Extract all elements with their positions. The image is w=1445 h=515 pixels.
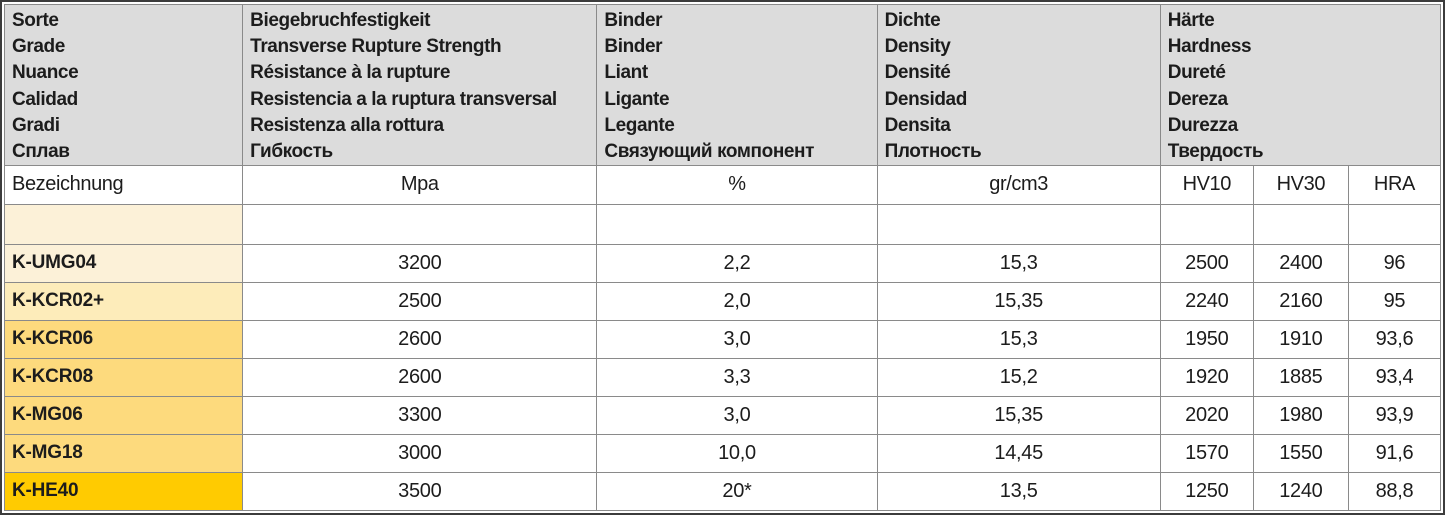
header-density-line: Densita — [884, 114, 951, 136]
grade-name-cell: K-MG06 — [5, 396, 243, 434]
hv30-cell: 1240 — [1253, 472, 1348, 510]
header-trs-line: Résistance à la rupture — [250, 62, 451, 84]
units-trs-mpa: Mpa — [243, 166, 597, 204]
trs-cell: 3300 — [243, 396, 597, 434]
header-trs-line: Biegebruchfestigkeit — [250, 10, 431, 31]
empty-cell — [1348, 204, 1440, 244]
units-density-grcm3: gr/cm3 — [877, 166, 1160, 204]
hra-cell: 93,6 — [1348, 320, 1440, 358]
header-density-line: Densité — [884, 62, 951, 84]
hv30-cell: 1910 — [1253, 320, 1348, 358]
header-hardness-line: Hardness — [1167, 36, 1252, 58]
hra-cell: 96 — [1348, 244, 1440, 282]
hv10-cell: 1570 — [1160, 434, 1253, 472]
header-binder-line: Ligante — [604, 88, 670, 110]
table-row — [5, 434, 1441, 472]
header-grade-line: Sorte — [12, 10, 59, 31]
trs-cell: 3000 — [243, 434, 597, 472]
empty-cell — [877, 204, 1160, 244]
units-designation: Bezeichnung — [5, 166, 243, 204]
trs-cell: 2600 — [243, 320, 597, 358]
hra-cell: 93,9 — [1348, 396, 1440, 434]
binder-cell: 3,3 — [597, 358, 877, 396]
empty-cell — [1160, 204, 1253, 244]
header-transverse-rupture-strength — [243, 5, 597, 166]
binder-cell: 3,0 — [597, 320, 877, 358]
header-trs-line: Resistenza alla rottura — [250, 114, 444, 136]
hra-cell: 91,6 — [1348, 434, 1440, 472]
carbide-grades-table — [4, 4, 1441, 511]
header-grade-line: Calidad — [12, 88, 78, 110]
density-cell: 15,35 — [877, 282, 1160, 320]
empty-cell — [1253, 204, 1348, 244]
density-cell: 15,35 — [877, 396, 1160, 434]
header-density-line: Плотность — [884, 141, 982, 163]
header-grade-line: Gradi — [12, 114, 60, 136]
hv10-cell: 1920 — [1160, 358, 1253, 396]
units-row — [5, 166, 1441, 204]
hv10-cell: 2020 — [1160, 396, 1253, 434]
grade-name-cell: K-UMG04 — [5, 244, 243, 282]
header-row — [5, 5, 1441, 166]
hv10-cell: 1950 — [1160, 320, 1253, 358]
units-binder-percent: % — [597, 166, 877, 204]
header-grade — [5, 5, 243, 166]
header-trs-line: Гибкость — [250, 141, 333, 163]
header-hardness-line: Härte — [1167, 10, 1215, 31]
header-density-line: Density — [884, 36, 951, 58]
trs-cell: 2600 — [243, 358, 597, 396]
binder-cell: 2,2 — [597, 244, 877, 282]
hra-cell: 95 — [1348, 282, 1440, 320]
units-hv10: HV10 — [1160, 166, 1253, 204]
header-density-line: Densidad — [884, 88, 967, 110]
trs-cell: 3200 — [243, 244, 597, 282]
hra-cell: 88,8 — [1348, 472, 1440, 510]
binder-cell: 2,0 — [597, 282, 877, 320]
header-grade-line: Nuance — [12, 62, 79, 84]
header-grade-line: Grade — [12, 36, 65, 58]
trs-cell: 2500 — [243, 282, 597, 320]
header-binder-line: Binder — [604, 10, 663, 31]
header-binder-line: Legante — [604, 114, 675, 136]
units-hv30: HV30 — [1253, 166, 1348, 204]
header-density — [877, 5, 1160, 166]
empty-cell — [243, 204, 597, 244]
header-trs-line: Resistencia a la ruptura transversal — [250, 88, 557, 110]
header-hardness — [1160, 5, 1440, 166]
density-cell: 15,3 — [877, 320, 1160, 358]
header-hardness-line: Dureté — [1167, 62, 1226, 84]
hra-cell: 93,4 — [1348, 358, 1440, 396]
table-row — [5, 244, 1441, 282]
empty-grade-cell — [5, 204, 243, 244]
header-trs-line: Transverse Rupture Strength — [250, 36, 502, 58]
hv10-cell: 2240 — [1160, 282, 1253, 320]
units-hra: HRA — [1348, 166, 1440, 204]
header-hardness-line: Dereza — [1167, 88, 1228, 110]
trs-cell: 3500 — [243, 472, 597, 510]
hv30-cell: 1885 — [1253, 358, 1348, 396]
hv30-cell: 1550 — [1253, 434, 1348, 472]
binder-cell: 20* — [597, 472, 877, 510]
grade-name-cell: K-HE40 — [5, 472, 243, 510]
header-hardness-line: Твердость — [1167, 141, 1264, 163]
header-density-line: Dichte — [884, 10, 941, 31]
table-row — [5, 358, 1441, 396]
table-row — [5, 396, 1441, 434]
empty-cell — [597, 204, 877, 244]
grade-name-cell: K-KCR06 — [5, 320, 243, 358]
hv30-cell: 2400 — [1253, 244, 1348, 282]
hv10-cell: 1250 — [1160, 472, 1253, 510]
header-binder-line: Liant — [604, 62, 648, 84]
header-binder — [597, 5, 877, 166]
density-cell: 13,5 — [877, 472, 1160, 510]
grade-name-cell: K-MG18 — [5, 434, 243, 472]
table-row — [5, 472, 1441, 510]
density-cell: 15,3 — [877, 244, 1160, 282]
density-cell: 14,45 — [877, 434, 1160, 472]
binder-cell: 3,0 — [597, 396, 877, 434]
hv10-cell: 2500 — [1160, 244, 1253, 282]
table-row — [5, 282, 1441, 320]
header-binder-line: Binder — [604, 36, 663, 58]
grade-name-cell: K-KCR08 — [5, 358, 243, 396]
table-row — [5, 320, 1441, 358]
binder-cell: 10,0 — [597, 434, 877, 472]
header-grade-line: Сплав — [12, 141, 70, 163]
header-hardness-line: Durezza — [1167, 114, 1238, 136]
header-binder-line: Связующий компонент — [604, 141, 815, 163]
density-cell: 15,2 — [877, 358, 1160, 396]
empty-row — [5, 204, 1441, 244]
grade-name-cell: K-KCR02+ — [5, 282, 243, 320]
hv30-cell: 2160 — [1253, 282, 1348, 320]
hv30-cell: 1980 — [1253, 396, 1348, 434]
